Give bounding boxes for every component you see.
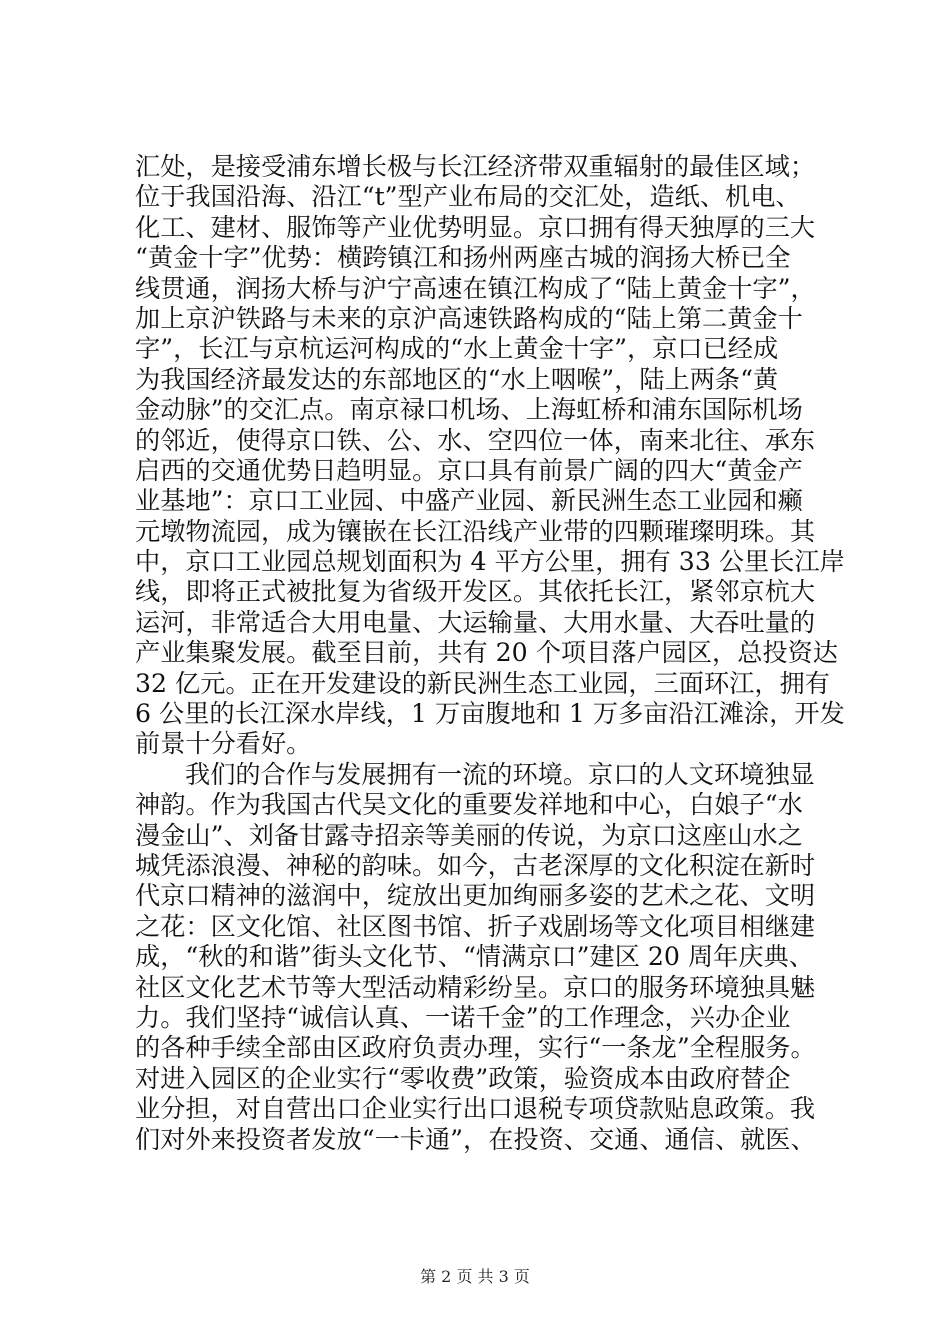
text-line: 业分担，对自营出口企业实行出口退税专项贷款贴息政策。我 bbox=[135, 1094, 816, 1124]
text-line: 32 亿元。正在开发建设的新民洲生态工业园，三面环江，拥有 bbox=[135, 668, 830, 698]
text-line: 的邻近，使得京口铁、公、水、空四位一体，南来北往、承东 bbox=[135, 425, 816, 455]
text-line: 字”，长江与京杭运河构成的“水上黄金十字”，京口已经成 bbox=[135, 334, 779, 364]
text-line: 金动脉”的交汇点。南京禄口机场、上海虹桥和浦东国际机场 bbox=[135, 395, 803, 425]
text-line: 的各种手续全部由区政府负责办理，实行“一条龙”全程服务。 bbox=[135, 1033, 816, 1063]
page-number-label: 第 2 页 共 3 页 bbox=[420, 1267, 530, 1286]
text-line: 元墩物流园，成为镶嵌在长江沿线产业带的四颗璀璨明珠。其 bbox=[135, 516, 816, 546]
text-line: 中，京口工业园总规划面积为 4 平方公里，拥有 33 公里长江岸 bbox=[135, 547, 845, 577]
text-line: 化工、建材、服饰等产业优势明显。京口拥有得天独厚的三大 bbox=[135, 212, 816, 242]
text-line: “黄金十字”优势：横跨镇江和扬州两座古城的润扬大桥已全 bbox=[135, 243, 791, 273]
text-line: 城凭添浪漫、神秘的韵味。如今，古老深厚的文化积淀在新时 bbox=[135, 850, 816, 880]
text-line: 代京口精神的滋润中，绽放出更加绚丽多姿的艺术之花、文明 bbox=[135, 881, 816, 911]
text-line: 社区文化艺术节等大型活动精彩纷呈。京口的服务环境独具魅 bbox=[135, 972, 816, 1002]
page-footer bbox=[0, 1267, 950, 1287]
text-line: 前景十分看好。 bbox=[135, 729, 312, 759]
text-line: 们对外来投资者发放“一卡通”，在投资、交通、通信、就医、 bbox=[135, 1124, 816, 1154]
text-line: 为我国经济最发达的东部地区的“水上咽喉”，陆上两条“黄 bbox=[135, 364, 779, 394]
text-line: 对进入园区的企业实行“零收费”政策，验资成本由政府替企 bbox=[135, 1063, 791, 1093]
paragraph-first-line: 我们的合作与发展拥有一流的环境。京口的人文环境独显 bbox=[185, 759, 815, 789]
text-line: 线贯通，润扬大桥与沪宁高速在镇江构成了“陆上黄金十字”， bbox=[135, 273, 816, 303]
text-line: 位于我国沿海、沿江“t”型产业布局的交汇处，造纸、机电、 bbox=[135, 182, 801, 212]
text-line: 运河，非常适合大用电量、大运输量、大用水量、大吞吐量的 bbox=[135, 607, 816, 637]
text-line: 6 公里的长江深水岸线，1 万亩腹地和 1 万多亩沿江滩涂，开发 bbox=[135, 699, 845, 729]
text-line: 线，即将正式被批复为省级开发区。其依托长江，紧邻京杭大 bbox=[135, 577, 816, 607]
body-text bbox=[135, 152, 855, 1155]
text-line: 神韵。作为我国古代吴文化的重要发祥地和中心，白娘子“水 bbox=[135, 790, 803, 820]
text-line: 业基地”：京口工业园、中盛产业园、新民洲生态工业园和癞 bbox=[135, 486, 803, 516]
text-line: 力。我们坚持“诚信认真、一诺千金”的工作理念，兴办企业 bbox=[135, 1002, 791, 1032]
text-line: 之花：区文化馆、社区图书馆、折子戏剧场等文化项目相继建 bbox=[135, 911, 816, 941]
text-line: 汇处，是接受浦东增长极与长江经济带双重辐射的最佳区域； bbox=[135, 152, 816, 181]
text-line: 漫金山”、刘备甘露寺招亲等美丽的传说，为京口这座山水之 bbox=[135, 820, 803, 850]
text-line: 加上京沪铁路与未来的京沪高速铁路构成的“陆上第二黄金十 bbox=[135, 303, 803, 333]
text-line: 产业集聚发展。截至目前，共有 20 个项目落户园区，总投资达 bbox=[135, 638, 838, 668]
text-line: 成，“秋的和谐”街头文化节、“情满京口”建区 20 周年庆典、 bbox=[135, 942, 814, 972]
text-line: 启西的交通优势日趋明显。京口具有前景广阔的四大“黄金产 bbox=[135, 455, 803, 485]
